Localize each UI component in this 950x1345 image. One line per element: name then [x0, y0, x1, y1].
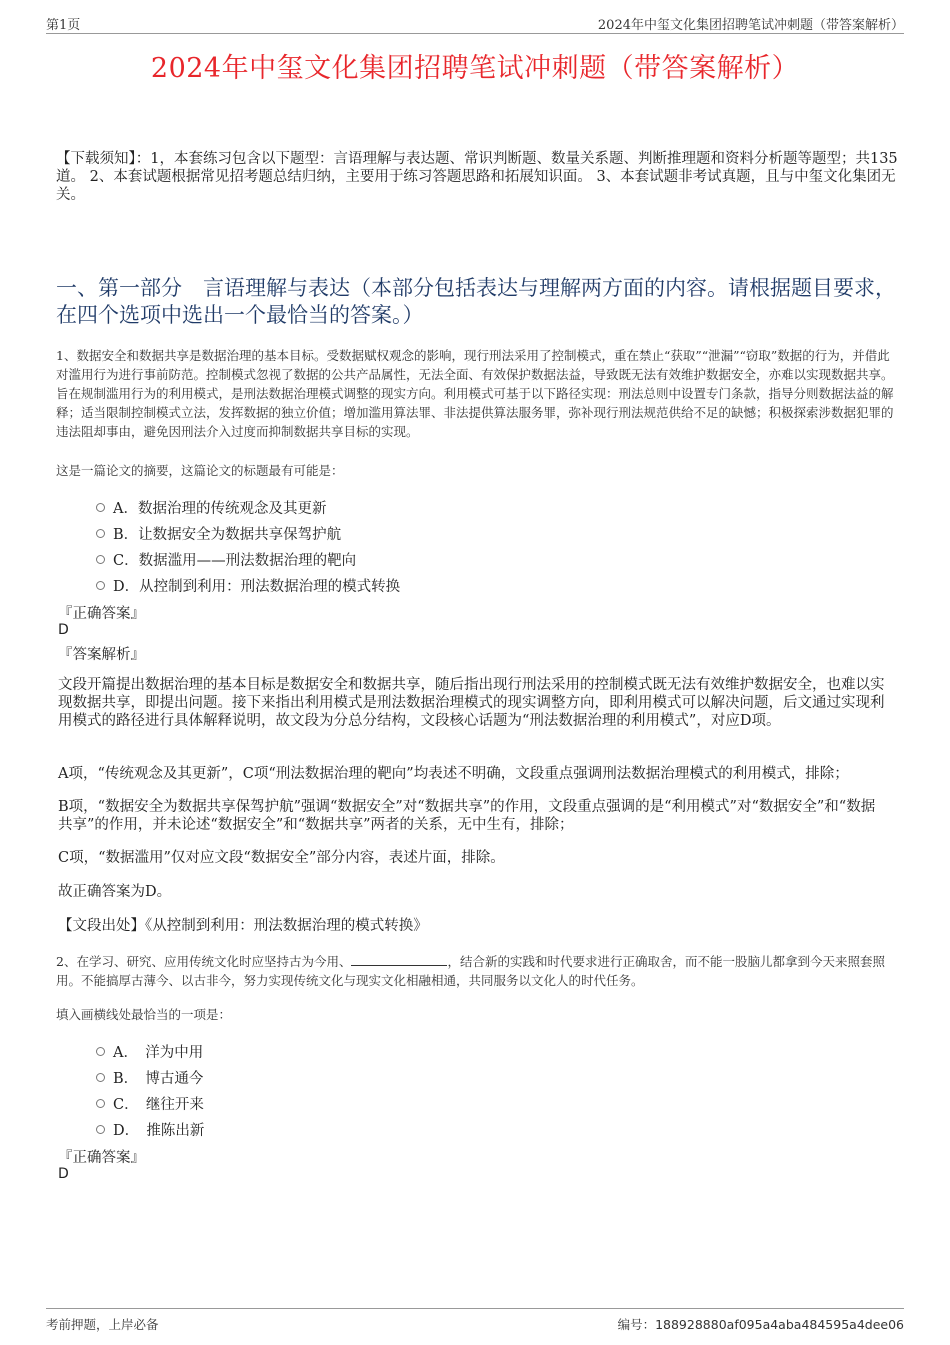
analysis-paragraph: 文段开篇提出数据治理的基本目标是数据安全和数据共享，随后指出现行刑法采用的控制模式既无法有效维护数据安全，也难以实现数据共享，即提出问题。接下来指出利用模式是刑法数据治理模式的现实调整方向，即利用模式可以解决问题，后文通过实现利用模式的路径进行具体解释说明，故文段为分总分结构，文段核心话题为“刑法数据治理的利用模式”，对应D项。 — [58, 677, 885, 729]
radio-icon[interactable] — [96, 529, 105, 538]
fill-blank — [351, 953, 447, 966]
question-2-prompt: 填入画横线处最恰当的一项是： — [56, 1007, 232, 1022]
analysis-paragraph: C项，“数据滥用”仅对应文段“数据安全”部分内容，表述片面，排除。 — [58, 850, 505, 866]
radio-icon[interactable] — [96, 581, 105, 590]
radio-icon[interactable] — [96, 1099, 105, 1108]
option-d[interactable]: D．从控制到利用：刑法数据治理的模式转换 — [96, 572, 400, 598]
document-id: 编号：188928880af095a4aba484595a4dee06 — [617, 1317, 904, 1332]
download-notice: 【下载须知】：1，本套练习包含以下题型：言语理解与表达题、常识判断题、数量关系题、判断推理题和资料分析题等题型；共135道。 2、本套试题根据常见招考题总结归纳，主要用于练习答题思路和拓展知识面。 3、本套试题非考试真题，且与中玺文化集团无关。 — [56, 151, 898, 203]
document-title: 2024年中玺文化集团招聘笔试冲刺题（带答案解析） — [150, 53, 800, 84]
analysis-label: 『答案解析』 — [58, 647, 145, 663]
radio-icon[interactable] — [96, 1125, 105, 1134]
radio-icon[interactable] — [96, 1073, 105, 1082]
page-number: 第1页 — [46, 18, 81, 33]
answer-label: 『正确答案』 — [58, 1150, 145, 1166]
option-c[interactable]: C． 继往开来 — [96, 1090, 204, 1116]
footer-divider — [46, 1308, 904, 1309]
question-1-stem: 1、数据安全和数据共享是数据治理的基本目标。受数据赋权观念的影响，现行刑法采用了控制模式，重在禁止“获取”“泄漏”“窃取”数据的行为，并借此对滥用行为进行事前防范。控制模式忽视了数据的公共产品属性，无法全面、有效保护数据法益，导致既无法有效维护数据安全，亦难以实现数据共享。旨在规制滥用行为的利用模式，是刑法数据治理模式调整的现实方向。利用模式可基于以下路径实现：刑法总则中设置专门条款，指导分则数据法益的解释；适当限制控制模式立法，发挥数据的独立价值；增加滥用算法罪、非法提供算法服务罪，弥补现行刑法规范供给不足的缺憾；积极探索涉数据犯罪的违法阻却事由，避免因刑法介入过度而抑制数据共享目标的实现。 — [56, 348, 894, 439]
analysis-paragraph: 故正确答案为D。 — [58, 884, 172, 900]
option-c[interactable]: C．数据滥用——刑法数据治理的靶向 — [96, 546, 400, 572]
question-2-options — [96, 1038, 204, 1142]
source-citation: 【文段出处】《从控制到利用：刑法数据治理的模式转换》 — [58, 918, 428, 934]
answer-value: D — [58, 622, 69, 638]
header-divider — [46, 33, 904, 34]
question-1-prompt: 这是一篇论文的摘要，这篇论文的标题最有可能是： — [56, 463, 344, 478]
section-heading: 一、第一部分 言语理解与表达（本部分包括表达与理解两方面的内容。请根据题目要求，在四个选项中选出一个最恰当的答案。） — [56, 276, 896, 327]
answer-value: D — [58, 1166, 69, 1182]
option-b[interactable]: B．让数据安全为数据共享保驾护航 — [96, 520, 400, 546]
radio-icon[interactable] — [96, 1047, 105, 1056]
footer-slogan: 考前押题，上岸必备 — [46, 1317, 159, 1332]
analysis-paragraph: B项，“数据安全为数据共享保驾护航”强调“数据安全”对“数据共享”的作用，文段重点强调的是“利用模式”对“数据安全”和“数据共享”的作用，并未论述“数据安全”和“数据共享”两者的关系，无中生有，排除； — [58, 799, 876, 833]
running-header-title: 2024年中玺文化集团招聘笔试冲刺题（带答案解析） — [597, 18, 904, 33]
option-d[interactable]: D． 推陈出新 — [96, 1116, 204, 1142]
answer-label: 『正确答案』 — [58, 606, 145, 622]
option-a[interactable]: A．数据治理的传统观念及其更新 — [96, 494, 400, 520]
option-b[interactable]: B． 博古通今 — [96, 1064, 204, 1090]
radio-icon[interactable] — [96, 503, 105, 512]
option-a[interactable]: A． 洋为中用 — [96, 1038, 204, 1064]
question-2-stem: 2、在学习、研究、应用传统文化时应坚持古为今用、 ，结合新的实践和时代要求进行正确取舍，而不能一股脑儿都拿到今天来照套照用。不能搞厚古薄今、以古非今，努力实现传统文化与现实文化相融相通，共同服务以文化人的时代任务。 — [56, 954, 885, 988]
radio-icon[interactable] — [96, 555, 105, 564]
analysis-paragraph: A项，“传统观念及其更新”，C项“刑法数据治理的靶向”均表述不明确，文段重点强调刑法数据治理模式的利用模式，排除； — [58, 766, 849, 782]
question-1-options — [96, 494, 400, 598]
